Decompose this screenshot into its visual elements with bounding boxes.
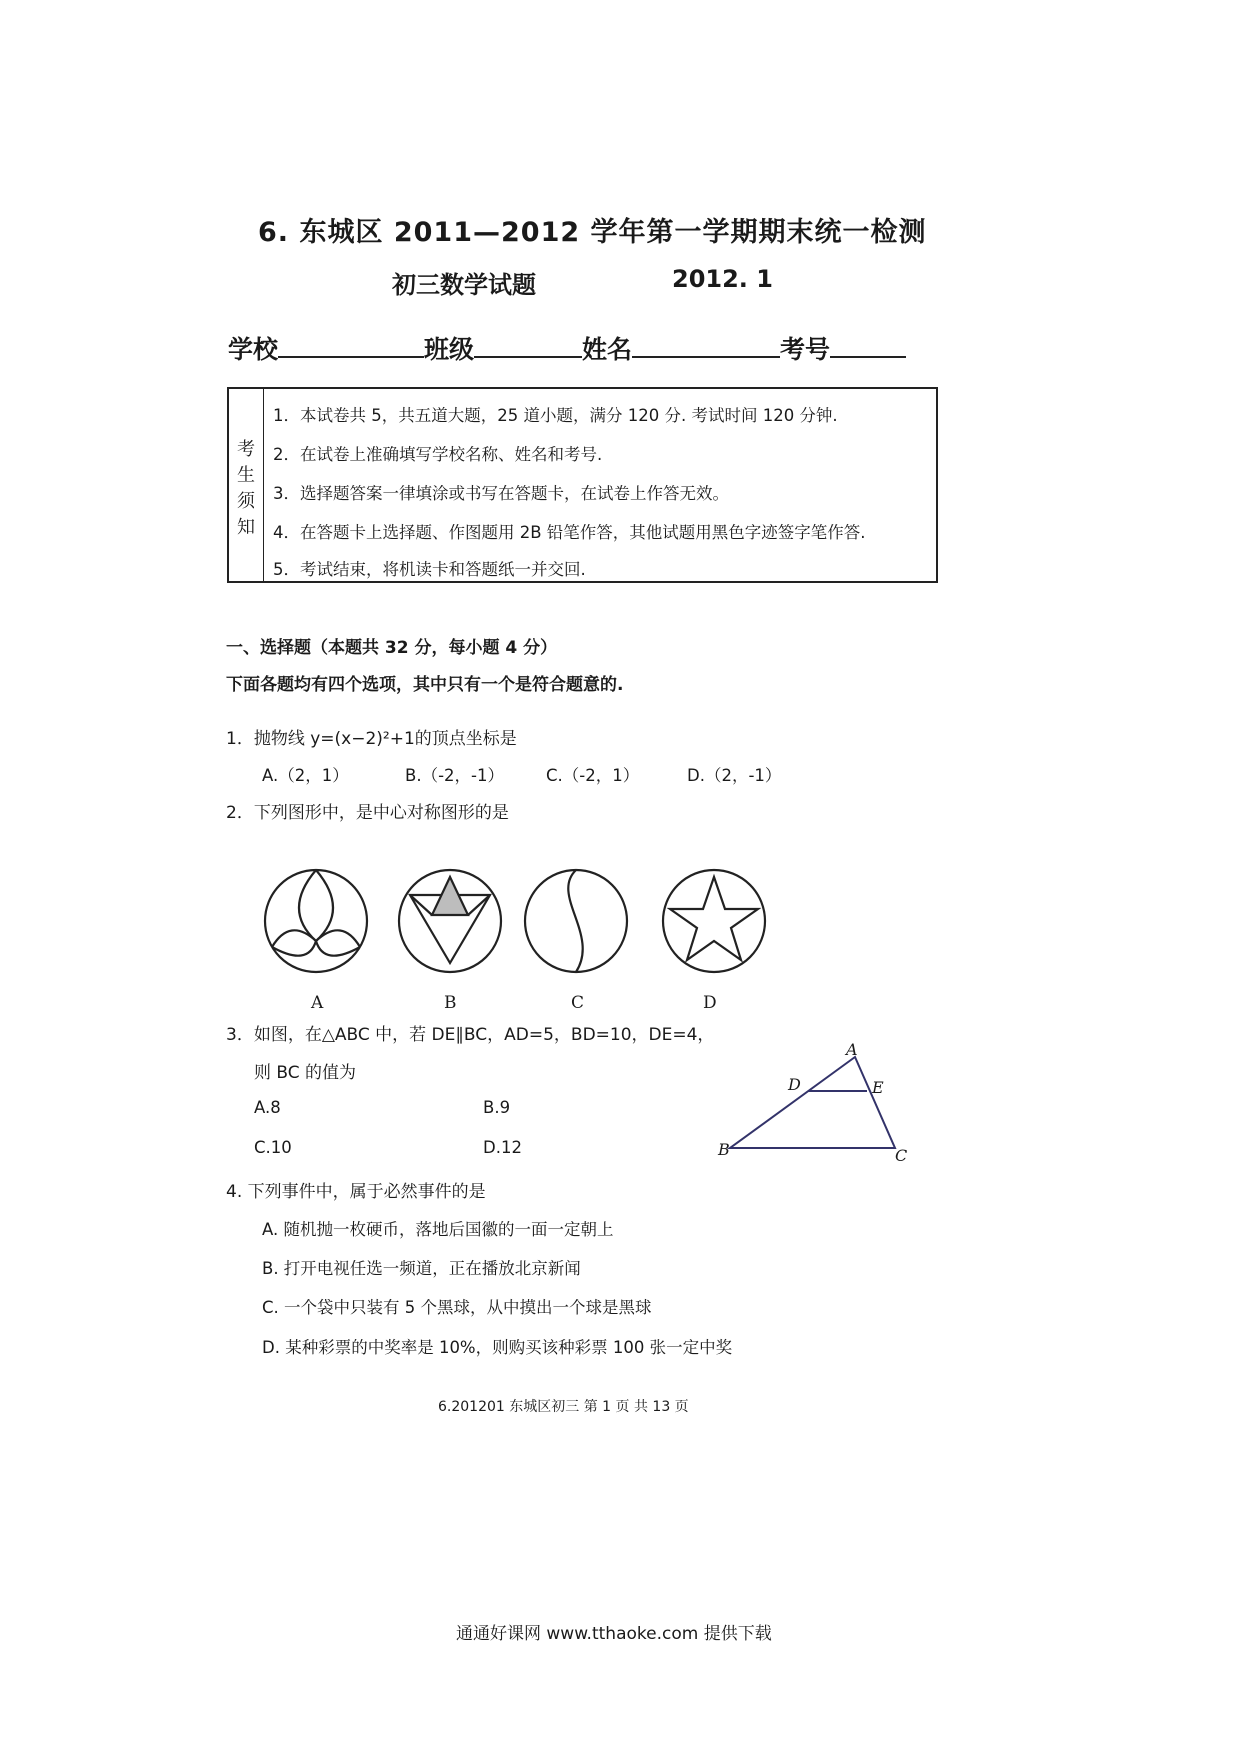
- notice-item-5: 5．考试结束，将机读卡和答题纸一并交回.: [273, 560, 586, 579]
- q3-stem: 3．如图，在△ABC 中，若 DE∥BC，AD=5，BD=10，DE=4，: [226, 1025, 715, 1045]
- notice-item-1: 1．本试卷共 5，共五道大题，25 道小题，满分 120 分. 考试时间 120 分钟.: [273, 406, 838, 425]
- triangle-abc: [730, 1057, 895, 1148]
- q4-stem: 4. 下列事件中，属于必然事件的是: [226, 1182, 486, 1202]
- notice-item-3: 3．选择题答案一律填涂或书写在答题卡，在试卷上作答无效。: [273, 484, 729, 503]
- triangle-label-c: C: [895, 1146, 908, 1165]
- q1-option-c[interactable]: C.（-2，1）: [546, 766, 640, 785]
- figure-label-c: C: [571, 993, 585, 1013]
- exam-title: 6. 东城区 2011—2012 学年第一学期期末统一检测: [258, 217, 927, 248]
- figure-label-b: B: [444, 993, 457, 1013]
- notice-side-column: [229, 389, 264, 581]
- q2-figures: [250, 855, 790, 985]
- section-instruction: 下面各题均有四个选项，其中只有一个是符合题意的.: [226, 675, 624, 695]
- q3-option-d[interactable]: D.12: [483, 1138, 522, 1157]
- q1-option-b[interactable]: B.（-2，-1）: [405, 766, 504, 785]
- q4-option-b[interactable]: B. 打开电视任选一频道，正在播放北京新闻: [262, 1259, 581, 1278]
- triangle-label-b: B: [718, 1140, 730, 1159]
- figure-label-d: D: [703, 993, 717, 1013]
- exam-no-blank[interactable]: [830, 334, 906, 358]
- page-footer: 6.201201 东城区初三 第 1 页 共 13 页: [438, 1399, 689, 1415]
- notice-item-4: 4．在答题卡上选择题、作图题用 2B 铅笔作答，其他试题用黑色字迹签字笔作答.: [273, 523, 866, 542]
- candidate-notice-box: [227, 387, 938, 583]
- q1-stem: 1．抛物线 y=(x−2)²+1的顶点坐标是: [226, 729, 517, 749]
- school-blank[interactable]: [278, 334, 424, 358]
- figure-c-s-curve[interactable]: [525, 870, 627, 972]
- notice-item-2: 2．在试卷上准确填写学校名称、姓名和考号.: [273, 445, 603, 464]
- q4-option-d[interactable]: D. 某种彩票的中奖率是 10%，则购买该种彩票 100 张一定中奖: [262, 1338, 733, 1357]
- figure-label-a: A: [311, 993, 324, 1013]
- download-credit: 通通好课网 www.tthaoke.com 提供下载: [456, 1624, 772, 1644]
- exam-no-label: 考号: [780, 335, 831, 364]
- exam-date: 2012. 1: [672, 265, 773, 293]
- q3-triangle-diagram: [720, 1045, 910, 1165]
- triangle-label-a: A: [846, 1040, 858, 1059]
- q2-stem: 2．下列图形中，是中心对称图形的是: [226, 803, 509, 823]
- figure-b-triangles[interactable]: [399, 870, 501, 972]
- class-blank[interactable]: [474, 334, 582, 358]
- student-info-fields: [228, 330, 906, 366]
- figure-a-three-petals[interactable]: [265, 870, 367, 972]
- name-label: 姓名: [582, 335, 633, 364]
- q3-option-a[interactable]: A.8: [254, 1098, 281, 1117]
- q3-stem-continued: 则 BC 的值为: [254, 1063, 357, 1083]
- q1-option-d[interactable]: D.（2，-1）: [687, 766, 782, 785]
- figure-d-star[interactable]: [663, 870, 765, 972]
- name-blank[interactable]: [632, 334, 780, 358]
- exam-subtitle: 初三数学试题: [392, 271, 536, 299]
- school-label: 学校: [228, 335, 279, 364]
- q1-option-a[interactable]: A.（2，1）: [262, 766, 349, 785]
- triangle-label-e: E: [872, 1078, 884, 1097]
- class-label: 班级: [424, 335, 475, 364]
- q4-option-c[interactable]: C. 一个袋中只装有 5 个黑球，从中摸出一个球是黑球: [262, 1298, 652, 1317]
- section-heading: 一、选择题（本题共 32 分，每小题 4 分）: [226, 638, 558, 658]
- notice-side-label: 考生须知: [237, 439, 255, 538]
- q3-option-c[interactable]: C.10: [254, 1138, 292, 1157]
- triangle-label-d: D: [788, 1075, 801, 1094]
- q4-option-a[interactable]: A. 随机抛一枚硬币，落地后国徽的一面一定朝上: [262, 1220, 614, 1239]
- q3-option-b[interactable]: B.9: [483, 1098, 511, 1117]
